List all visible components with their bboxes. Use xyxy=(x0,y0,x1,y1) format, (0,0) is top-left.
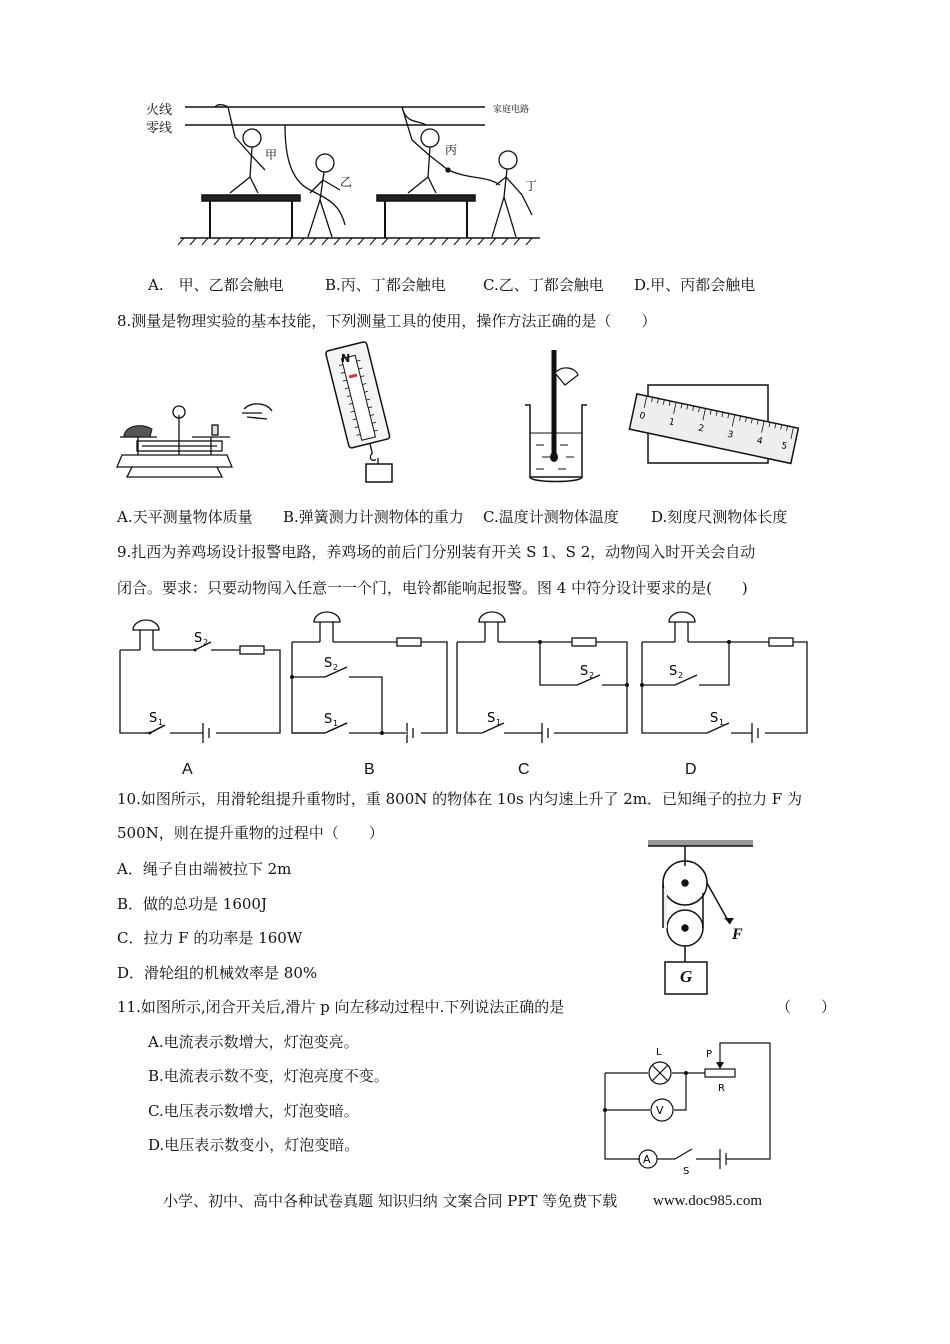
circuit-label-d: D xyxy=(685,761,697,778)
q8-spring-scale-figure xyxy=(318,340,408,490)
s2-sub-c: 2 xyxy=(589,671,595,680)
q11-option-c: C.电压表示数增大，灯泡变暗。 xyxy=(148,1102,359,1120)
scale-n-label: N xyxy=(341,352,351,365)
q11-stem: 11.如图所示,闭合开关后,滑片 p 向左移动过程中.下列说法正确的是 xyxy=(117,998,565,1016)
ruler-mark-2: 2 xyxy=(697,423,705,435)
ruler-mark-1: 1 xyxy=(667,417,676,429)
slider-label: P xyxy=(706,1049,713,1060)
s2-label-c: S xyxy=(580,664,589,679)
ruler-mark-5: 5 xyxy=(780,441,788,453)
q8-option-b: B.弹簧测力计测物体的重力 xyxy=(283,508,464,526)
q11-bracket: （ ） xyxy=(776,998,837,1016)
ruler-mark-3: 3 xyxy=(726,429,735,441)
circuit-label-c: C xyxy=(518,761,530,778)
q8-thermometer-figure xyxy=(520,345,600,485)
lamp-label: L xyxy=(656,1047,662,1058)
q10-pulley-figure xyxy=(640,838,770,998)
circuit-label-a: A xyxy=(182,761,193,778)
q7-option-a: A. 甲、乙都会触电 xyxy=(148,276,284,294)
q9-circuit-c xyxy=(452,612,632,745)
live-wire-label: 火线 xyxy=(146,103,173,118)
footer-left-text: 小学、初中、高中各种试卷真题 知识归纳 文案合同 PPT 等免费下载 xyxy=(163,1192,618,1210)
resistor-label: R xyxy=(718,1083,725,1094)
q10-option-c: C．拉力 F 的功率是 160W xyxy=(117,929,303,947)
q11-option-a: A.电流表示数增大，灯泡变亮。 xyxy=(148,1033,359,1051)
s2-label-a: S xyxy=(194,631,203,646)
q10-option-d: D．滑轮组的机械效率是 80% xyxy=(117,964,318,982)
q7-figure xyxy=(140,85,560,250)
s1-sub-a: 1 xyxy=(158,718,164,727)
q10-stem-line2: 500N，则在提升重物的过程中（ ） xyxy=(117,824,384,842)
ruler-mark-4: 4 xyxy=(755,435,764,447)
neutral-wire-label: 零线 xyxy=(146,121,173,136)
ruler-mark-0: 0 xyxy=(638,411,647,422)
q11-circuit-figure xyxy=(590,1035,790,1175)
q9-circuit-d xyxy=(637,612,817,745)
s2-sub-d: 2 xyxy=(678,671,684,680)
q10-option-a: A．绳子自由端被拉下 2m xyxy=(117,860,292,878)
q7-option-b: B.丙、丁都会触电 xyxy=(325,276,446,294)
s1-label-d: S xyxy=(710,711,719,726)
person-ding-label: 丁 xyxy=(525,179,538,193)
person-bing-label: 丙 xyxy=(445,143,458,157)
footer-url: www.doc985.com xyxy=(653,1193,763,1209)
force-f-label: F xyxy=(732,926,743,943)
q9-circuit-a xyxy=(115,620,287,745)
q10-stem-line1: 10.如图所示，用滑轮组提升重物时，重 800N 的物体在 10s 内匀速上升了 2m．已知绳子的拉力 F 为 xyxy=(117,790,802,808)
s1-label-a: S xyxy=(149,711,158,726)
ammeter-label: A xyxy=(643,1153,651,1166)
s2-label-d: S xyxy=(669,664,678,679)
q10-option-b: B．做的总功是 1600J xyxy=(117,895,267,913)
q7-option-d: D.甲、丙都会触电 xyxy=(634,276,756,294)
s2-sub-b: 2 xyxy=(333,663,339,672)
q8-option-c: C.温度计测物体温度 xyxy=(483,508,619,526)
s1-label-c: S xyxy=(487,711,496,726)
s1-sub-b: 1 xyxy=(333,719,339,728)
q8-ruler-figure xyxy=(620,380,800,490)
circuit-label-b: B xyxy=(364,761,375,778)
switch-label: S xyxy=(683,1166,690,1177)
s1-label-b: S xyxy=(324,712,333,727)
q8-stem: 8.测量是物理实验的基本技能，下列测量工具的使用，操作方法正确的是（ ） xyxy=(117,312,657,330)
q11-option-b: B.电流表示数不变，灯泡亮度不变。 xyxy=(148,1067,389,1085)
q7-option-c: C.乙、丁都会触电 xyxy=(483,276,604,294)
q8-option-d: D.刻度尺测物体长度 xyxy=(651,508,788,526)
q11-option-d: D.电压表示数变小，灯泡变暗。 xyxy=(148,1136,360,1154)
q8-balance-figure xyxy=(112,395,277,485)
q8-option-a: A.天平测量物体质量 xyxy=(117,508,253,526)
s2-sub-a: 2 xyxy=(203,638,209,647)
s2-label-b: S xyxy=(324,656,333,671)
s1-sub-c: 1 xyxy=(496,718,502,727)
q9-stem-line2: 闭合。要求：只要动物闯入任意一一个门，电铃都能响起报警。图 4 中符分设计要求的是( ) xyxy=(117,579,748,597)
s1-sub-d: 1 xyxy=(719,718,725,727)
weight-g-label: G xyxy=(680,967,693,986)
q9-circuit-b xyxy=(287,612,455,745)
q9-stem-line1: 9.扎西为养鸡场设计报警电路，养鸡场的前后门分别装有开关 S 1、S 2，动物闯入时开关会自动 xyxy=(117,543,756,561)
voltmeter-label: V xyxy=(656,1104,664,1117)
circuit-label: 家庭电路 xyxy=(493,105,530,115)
person-jia-label: 甲 xyxy=(265,148,278,162)
person-yi-label: 乙 xyxy=(340,175,353,189)
